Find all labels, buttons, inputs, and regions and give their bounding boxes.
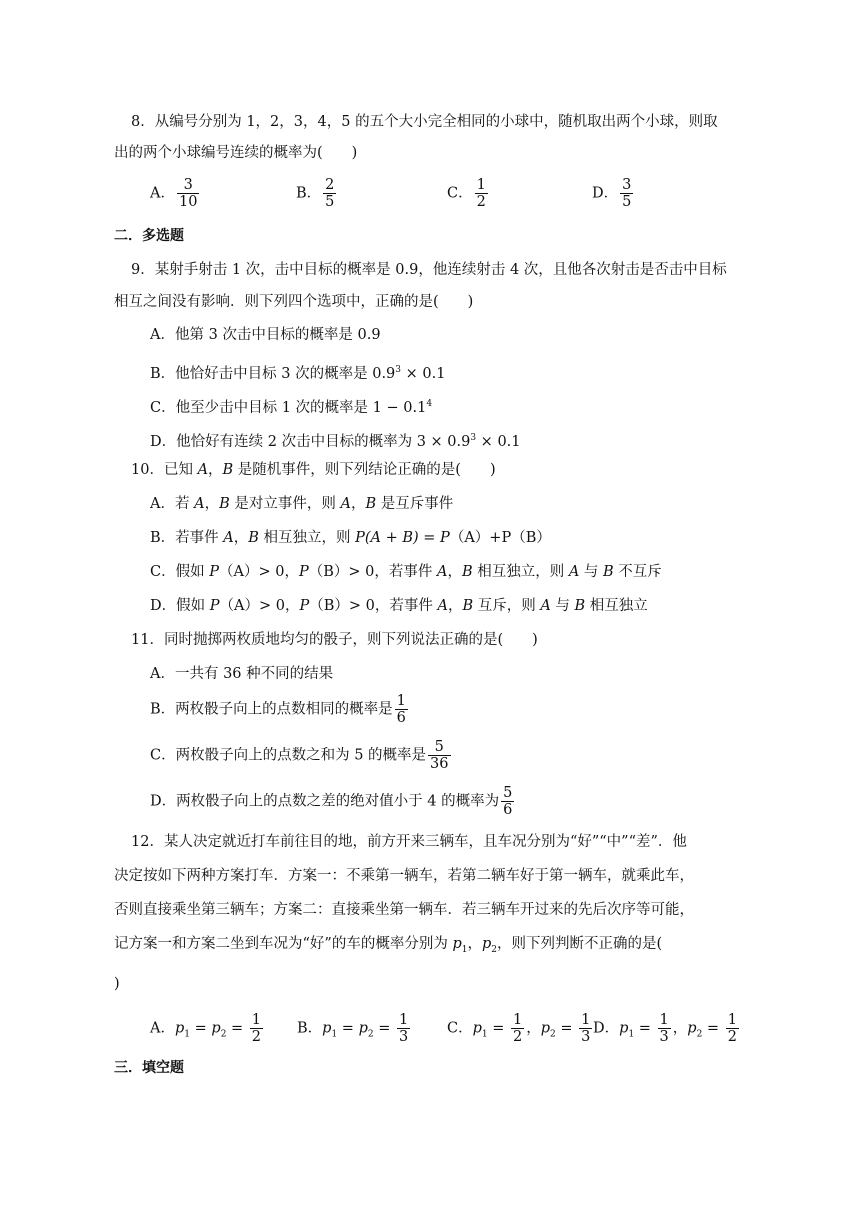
q12-stem-line5: ) bbox=[114, 976, 120, 992]
q12-option-a: A．$p_1 = p_2$ = $\frac{1}{2}$ bbox=[150, 1012, 262, 1045]
q9-option-d: D．他恰好有连续 2 次击中目标的概率为 $3 \times 0.9^3 \times 0.1$ bbox=[150, 433, 521, 450]
fraction: $\frac{1}{2}$ bbox=[513, 1012, 523, 1045]
q8-stem-line1: 8．从编号分别为 1，2，3，4，5 的五个大小完全相同的小球中，随机取出两个小球，则取 bbox=[131, 114, 718, 130]
fraction: $\frac{3}{5}$ bbox=[622, 177, 632, 210]
q12-stem-line4: 记方案一和方案二坐到车况为“好”的车的概率分别为 $p_1$，$p_2$，则下列判断不正确的是( bbox=[114, 936, 663, 955]
q10-stem: 10．已知 A，B 是随机事件，则下列结论正确的是( ) bbox=[131, 462, 496, 478]
section-heading-fill-in: 三．填空题 bbox=[114, 1060, 184, 1076]
q10-option-c: C．假如 P（A）> 0，P（B）> 0，若事件 A，B 相互独立，则 A 与 B 不互斥 bbox=[150, 564, 662, 580]
q12-stem-line2: 决定按如下两种方案打车．方案一：不乘第一辆车，若第二辆车好于第一辆车，就乘此车， bbox=[114, 868, 694, 884]
fraction: $\frac{3}{10}$ bbox=[178, 177, 198, 210]
q10-option-b: B．若事件 A，B 相互独立，则 P(A + B) = P（A）+P（B） bbox=[150, 530, 551, 546]
q10-option-a: A．若 A，B 是对立事件，则 A，B 是互斥事件 bbox=[150, 496, 454, 512]
q11-option-d: D．两枚骰子向上的点数之差的绝对值小于 4 的概率为 $\frac{5}{6}$ bbox=[150, 785, 513, 818]
fraction: $\frac{1}{3}$ bbox=[398, 1012, 409, 1045]
q12-stem-line1: 12．某人决定就近打车前往目的地，前方开来三辆车，且车况分别为“好”“中”“差”．他 bbox=[131, 834, 687, 850]
q9-stem-line1: 9．某射手射击 1 次，击中目标的概率是 0.9，他连续射击 4 次，且他各次射击是否击中目标 bbox=[131, 262, 727, 278]
q9-option-a: A．他第 3 次击中目标的概率是 0.9 bbox=[150, 327, 381, 343]
fraction: $\frac{1}{2}$ bbox=[727, 1012, 737, 1045]
fraction: $\frac{1}{6}$ bbox=[396, 693, 406, 726]
q9-option-b: B．他恰好击中目标 3 次的概率是 $0.9^3 \times 0.1$ bbox=[150, 365, 446, 382]
section-heading-multi-choice: 二．多选题 bbox=[114, 228, 184, 244]
fraction: $\frac{1}{3}$ bbox=[659, 1012, 669, 1045]
q11-option-b: B．两枚骰子向上的点数相同的概率是 $\frac{1}{6}$ bbox=[150, 693, 406, 726]
fraction: $\frac{2}{5}$ bbox=[325, 177, 335, 210]
fraction: $\frac{1}{2}$ bbox=[476, 177, 486, 210]
q12-option-d: D．$p_1$ = $\frac{1}{3}$ ，$p_2$ = $\frac{1}{2}$ bbox=[593, 1012, 737, 1045]
fraction: $\frac{5}{6}$ bbox=[503, 785, 513, 818]
fraction: $\frac{1}{3}$ bbox=[581, 1012, 591, 1045]
q9-stem-line2: 相互之间没有影响．则下列四个选项中，正确的是( ) bbox=[114, 294, 474, 310]
q9-option-c: C．他至少击中目标 1 次的概率是 $1 - 0.1^4$ bbox=[150, 399, 433, 416]
q8-option-b: B． $\frac{2}{5}$ bbox=[296, 177, 335, 210]
q8-stem-line2: 出的两个小球编号连续的概率为( ) bbox=[114, 145, 358, 161]
q11-stem: 11．同时抛掷两枚质地均匀的骰子，则下列说法正确的是( ) bbox=[131, 632, 538, 648]
q11-option-c: C．两枚骰子向上的点数之和为 5 的概率是 $\frac{5}{36}$ bbox=[150, 739, 449, 772]
q8-option-a: A． $\frac{3}{10}$ bbox=[150, 177, 198, 210]
q12-stem-line3: 否则直接乘坐第三辆车；方案二：直接乘坐第一辆车．若三辆车开过来的先后次序等可能， bbox=[114, 902, 694, 918]
fraction: $\frac{1}{2}$ bbox=[251, 1012, 262, 1045]
q8-option-c: C． $\frac{1}{2}$ bbox=[447, 177, 486, 210]
fraction: $\frac{5}{36}$ bbox=[430, 739, 449, 772]
q12-option-c: C．$p_1$ = $\frac{1}{2}$ ，$p_2$ = $\frac{1}{3}$ bbox=[447, 1012, 591, 1045]
q10-option-d: D．假如 P（A）> 0，P（B）> 0，若事件 A，B 互斥，则 A 与 B 相互独立 bbox=[150, 598, 648, 614]
q11-option-a: A．一共有 36 种不同的结果 bbox=[150, 666, 334, 682]
q12-option-b: B．$p_1 = p_2$ = $\frac{1}{3}$ bbox=[297, 1012, 409, 1045]
q8-option-d: D． $\frac{3}{5}$ bbox=[592, 177, 632, 210]
